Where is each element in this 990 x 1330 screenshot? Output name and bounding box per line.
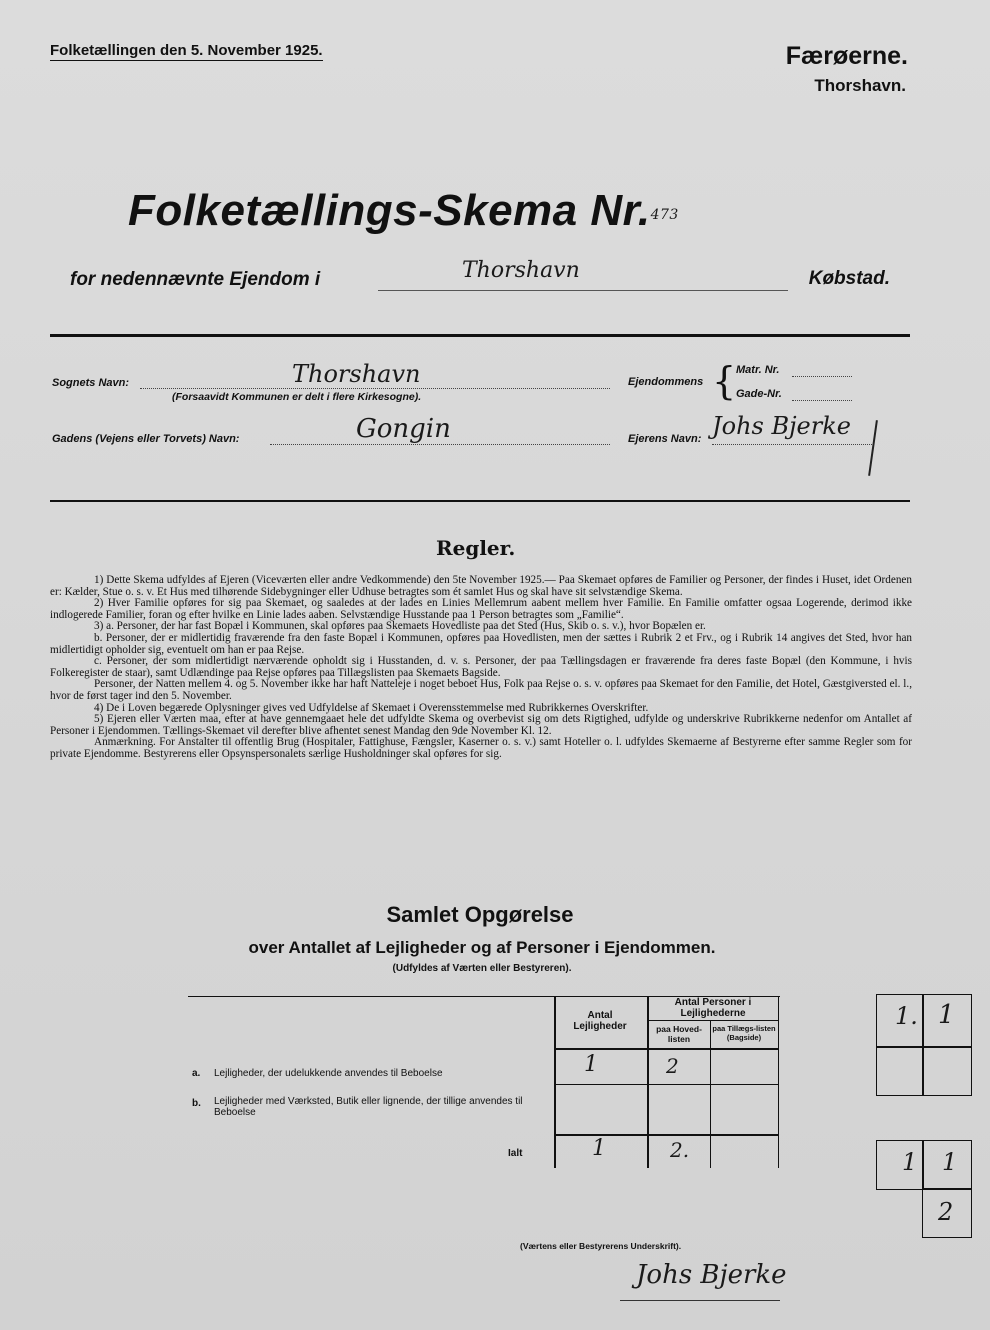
owner-line xyxy=(712,444,872,445)
parish-value: Thorshavn xyxy=(292,360,421,388)
total-label: Ialt xyxy=(508,1148,523,1159)
col-apartments-header: Antal Lejligheder xyxy=(573,1010,627,1032)
rule-4: 4) De i Loven begærede Oplysninger gives ved Udfyldelse af Skemaet i Overensstemmelse med Rubrikkernes Overskrifter. xyxy=(94,701,649,714)
form-number: 473 xyxy=(650,207,679,223)
property-brace: { xyxy=(712,359,737,403)
census-date-line: Folketællingen den 5. November 1925. xyxy=(50,42,323,59)
table-hline-header xyxy=(554,1048,778,1050)
summary-note: (Udfyldes af Værten eller Bestyreren). xyxy=(392,963,572,974)
side-mark-5: 2 xyxy=(938,1198,954,1226)
signature-value: Johs Bjerke xyxy=(636,1260,787,1290)
table-vline-2 xyxy=(647,996,649,1168)
side-mark-4: 1 xyxy=(942,1148,958,1176)
form-subtitle-town: Thorshavn xyxy=(462,258,580,283)
signature-label: (Værtens eller Bestyrerens Underskrift). xyxy=(520,1241,682,1251)
fields-divider xyxy=(50,500,910,502)
gade-line xyxy=(792,400,852,401)
rule-note: Anmærkning. For Anstalter til offentlig Brug (Hospitaler, Fattighuse, Fængsler, Kaserner o. s. v.) samt Hoteller o. l. udfyldes Skemaerne af Bestyrerne efter samme Regler som for private Ejendomme. Bestyrerens eller Opsynspersonalets særlige Husholdninger skal opføres for sig. xyxy=(50,736,912,760)
street-line xyxy=(270,444,610,445)
col-supp-list-header: paa Tillægs-listen (Bagside) xyxy=(712,1024,776,1042)
col-main-list-header: paa Hoved-listen xyxy=(656,1024,702,1044)
rule-1: 1) Dette Skema udfyldes af Ejeren (Viceværten eller andre Vedkommende) den 5te November 1925.— Paa Skemaet opføres de Familier og Personer, der findes i Huset, idet Ordenen er: Kælder, Stue o. s. v. Et Hus med tilhørende Sidebygninger eller Udhuse betragtes som ét samlet Hus og skal have sit selvstændige Skema. xyxy=(50,574,912,598)
rule-3b: b. Personer, der er midlertidig fraværende fra den faste Bopæl i Kommunen, opføres paa Hovedlisten, men der sættes i Rubrik 2 et Frv., og i Rubrik 14 angives det Sted, hvor han midlertidigt opholder sig, eventuelt om han er paa Rejse. xyxy=(50,631,912,656)
table-vline-3 xyxy=(710,1020,711,1168)
side-box-bottom xyxy=(876,1140,972,1190)
summary-table xyxy=(188,996,780,1169)
side-box-top xyxy=(876,994,972,1096)
table-vline-1 xyxy=(554,996,556,1168)
city-title: Thorshavn. xyxy=(814,76,906,95)
form-subtitle-suffix: Købstad. xyxy=(808,268,890,289)
parish-line xyxy=(140,388,610,390)
rule-3a: 3) a. Personer, der har fast Bopæl i Kommunen, skal opføres paa Skemaets Hovedliste paa det Sted (Hus, Skib o. s. v.), hvor Bopælen er. xyxy=(94,620,706,633)
table-vline-4 xyxy=(778,996,779,1168)
gade-label: Gade-Nr. xyxy=(736,388,782,400)
side-mark-3: 1 xyxy=(902,1148,918,1176)
matr-label: Matr. Nr. xyxy=(736,364,780,376)
side-mark-2: 1 xyxy=(938,1000,955,1030)
row-a-letter: a. xyxy=(192,1068,201,1079)
table-hline-a xyxy=(554,1084,778,1085)
table-hline-b xyxy=(554,1134,778,1136)
street-label: Gadens (Vejens eller Torvets) Navn: xyxy=(52,433,240,445)
table-hline-persons xyxy=(648,1020,778,1021)
form-title xyxy=(128,186,679,236)
side-mark-1: 1. xyxy=(895,1002,918,1030)
total-apartments: 1 xyxy=(592,1136,606,1161)
row-b-label: Lejligheder med Værksted, Butik eller lignende, der tillige anvendes til Beboelse xyxy=(214,1096,523,1118)
rule-3-note: Personer, der Natten mellem 4. og 5. November ikke har haft Natteleje i noget beboet Hus, Folk paa Rejse o. s. v. opføres paa Skemaet for den Familie, det Hotel, Gæstgiversted el. l., hvor de først tager ind den 5. November. xyxy=(50,678,912,702)
total-main-list: 2. xyxy=(670,1138,690,1162)
owner-flourish xyxy=(868,420,878,476)
street-value: Gongin xyxy=(356,414,451,444)
parish-note: (Forsaavidt Kommunen er delt i flere Kirkesogne). xyxy=(172,391,422,403)
parish-label: Sognets Navn: xyxy=(52,377,130,389)
rule-3c: c. Personer, der som midlertidigt nærværende opholdt sig i Husstanden, d. v. s. Personer, der paa Tællingsdagen er fraværende fra deres faste Bopæl (den Kommune, i hvis Folkeregister de staar), samt Udlændinge paa Rejse opføres paa Tillægslisten paa Skemaets Bagside. xyxy=(50,655,912,679)
property-label: Ejendommens xyxy=(628,376,704,388)
rule-2: 2) Hver Familie opføres for sig paa Skemaet, og saaledes at der lades en Linies Mellemrum aabent mellem hver Familie. En Familie omfatter ogsaa Logerende, derimod ikke indlogerede Familier, foran og efter hvilke en Linie lades aaben. Selvstændige Husstande paa 1 Person betragtes som „Familie“. xyxy=(50,597,912,621)
summary-title: Samlet Opgørelse xyxy=(386,902,574,927)
owner-label: Ejerens Navn: xyxy=(628,433,702,445)
col-persons-header: Antal Personer i Lejlighederne xyxy=(674,997,752,1019)
row-b-letter: b. xyxy=(192,1098,201,1109)
rule-5: 5) Ejeren eller Værten maa, efter at have gennemgaaet hele det udfyldte Skema og overbevist sig om dets Rigtighed, udfylde og underskrive Rubrikkerne nedenfor om Antallet af Personer i Ejendommen. Tællings-Skemaet vil derefter blive afhentet senest Mandag den 9de November Kl. 12. xyxy=(50,713,912,737)
side-box-top-divider xyxy=(922,994,924,1096)
row-a-main-list: 2 xyxy=(666,1054,679,1078)
row-a-apartments: 1 xyxy=(584,1052,598,1077)
rules-text xyxy=(50,575,912,761)
subtitle-underline xyxy=(378,290,788,291)
summary-subtitle: over Antallet af Lejligheder og af Personer i Ejendommen. xyxy=(248,938,716,957)
side-box-top-hline xyxy=(876,1046,972,1048)
region-title: Færøerne. xyxy=(785,42,908,70)
matr-line xyxy=(792,376,852,377)
side-box-bottom-divider xyxy=(922,1140,924,1190)
top-divider xyxy=(50,334,910,337)
form-title-text: Folketællings-Skema Nr. xyxy=(128,186,651,235)
row-a-label: Lejligheder, der udelukkende anvendes til Beboelse xyxy=(214,1068,443,1079)
rules-heading: Regler. xyxy=(436,536,516,560)
signature-line xyxy=(620,1300,780,1301)
owner-value: Johs Bjerke xyxy=(712,412,851,440)
form-subtitle-prefix: for nedennævnte Ejendom i xyxy=(70,269,321,290)
